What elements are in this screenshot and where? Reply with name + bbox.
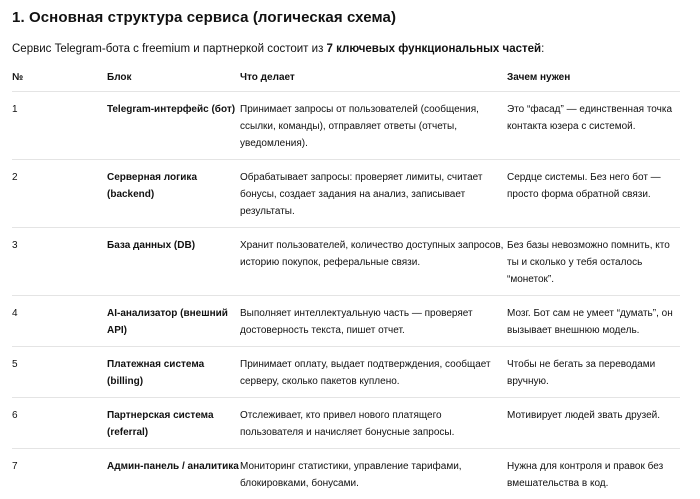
table-row — [12, 346, 680, 397]
row-block: Telegram-интерфейс (бот) — [107, 91, 240, 159]
row-number: 3 — [12, 227, 107, 295]
row-what-it-does: Мониторинг статистики, управление тарифами, блокировками, бонусами. — [240, 460, 462, 489]
row-block: Платежная система (billing) — [107, 346, 240, 397]
row-why-needed: Мотивирует людей звать друзей. — [507, 397, 680, 448]
table-row — [12, 227, 680, 295]
header-block: Блок — [107, 68, 240, 92]
row-what-it-does: Принимает оплату, выдает подтверждения, сообщает серверу, сколько пакетов куплено. — [240, 346, 507, 397]
components-table — [12, 68, 680, 499]
intro-paragraph — [12, 42, 680, 56]
row-number: 5 — [12, 346, 107, 397]
row-number: 7 — [12, 460, 18, 472]
table-row — [12, 91, 680, 159]
row-what-it-does: Выполняет интеллектуальную часть — проверяет достоверность текста, пишет отчет. — [240, 295, 507, 346]
row-number: 4 — [12, 295, 107, 346]
header-what-it-does: Что делает — [240, 68, 507, 92]
table-row — [12, 448, 680, 499]
header-number: № — [12, 68, 107, 92]
row-why-needed: Сердце системы. Без него бот — просто форма обратной связи. — [507, 159, 680, 227]
row-what-it-does: Хранит пользователей, количество доступных запросов, историю покупок, реферальные связи. — [240, 227, 507, 295]
row-block: AI-анализатор (внешний API) — [107, 295, 240, 346]
row-block: Серверная логика (backend) — [107, 159, 240, 227]
row-what-it-does: Принимает запросы от пользователей (сообщения, ссылки, команды), отправляет ответы (отчеты, уведомления). — [240, 91, 507, 159]
row-why-needed: Мозг. Бот сам не умеет “думать”, он вызывает внешнюю модель. — [507, 295, 680, 346]
intro-bold-text: 7 ключевых функциональных частей — [326, 43, 542, 55]
table-row — [12, 159, 680, 227]
row-why-needed: Нужна для контроля и правок без вмешательства в код. — [507, 460, 664, 489]
table-header-row — [12, 68, 680, 92]
row-number: 6 — [12, 397, 107, 448]
row-number: 2 — [12, 159, 107, 227]
section-heading: 1. Основная структура сервиса (логическая схема) — [12, 9, 397, 26]
row-what-it-does: Обрабатывает запросы: проверяет лимиты, считает бонусы, создает задания на анализ, записывает результаты. — [240, 159, 507, 227]
row-block: Админ-панель / аналитика — [107, 460, 239, 472]
table-row — [12, 397, 680, 448]
header-why-needed: Зачем нужен — [507, 68, 680, 92]
row-why-needed: Это “фасад” — единственная точка контакта юзера с системой. — [507, 91, 680, 159]
row-block: Партнерская система (referral) — [107, 397, 240, 448]
table-row — [12, 295, 680, 346]
row-what-it-does: Отслеживает, кто привел нового платящего пользователя и начисляет бонусные запросы. — [240, 397, 507, 448]
intro-text-end: : — [541, 43, 545, 55]
row-why-needed: Без базы невозможно помнить, кто ты и сколько у тебя осталось “монеток”. — [507, 227, 680, 295]
row-number: 1 — [12, 91, 107, 159]
row-block: База данных (DB) — [107, 227, 240, 295]
row-why-needed: Чтобы не бегать за переводами вручную. — [507, 346, 680, 397]
intro-text-start: Сервис Telegram-бота с freemium и партнеркой состоит из — [12, 43, 327, 55]
